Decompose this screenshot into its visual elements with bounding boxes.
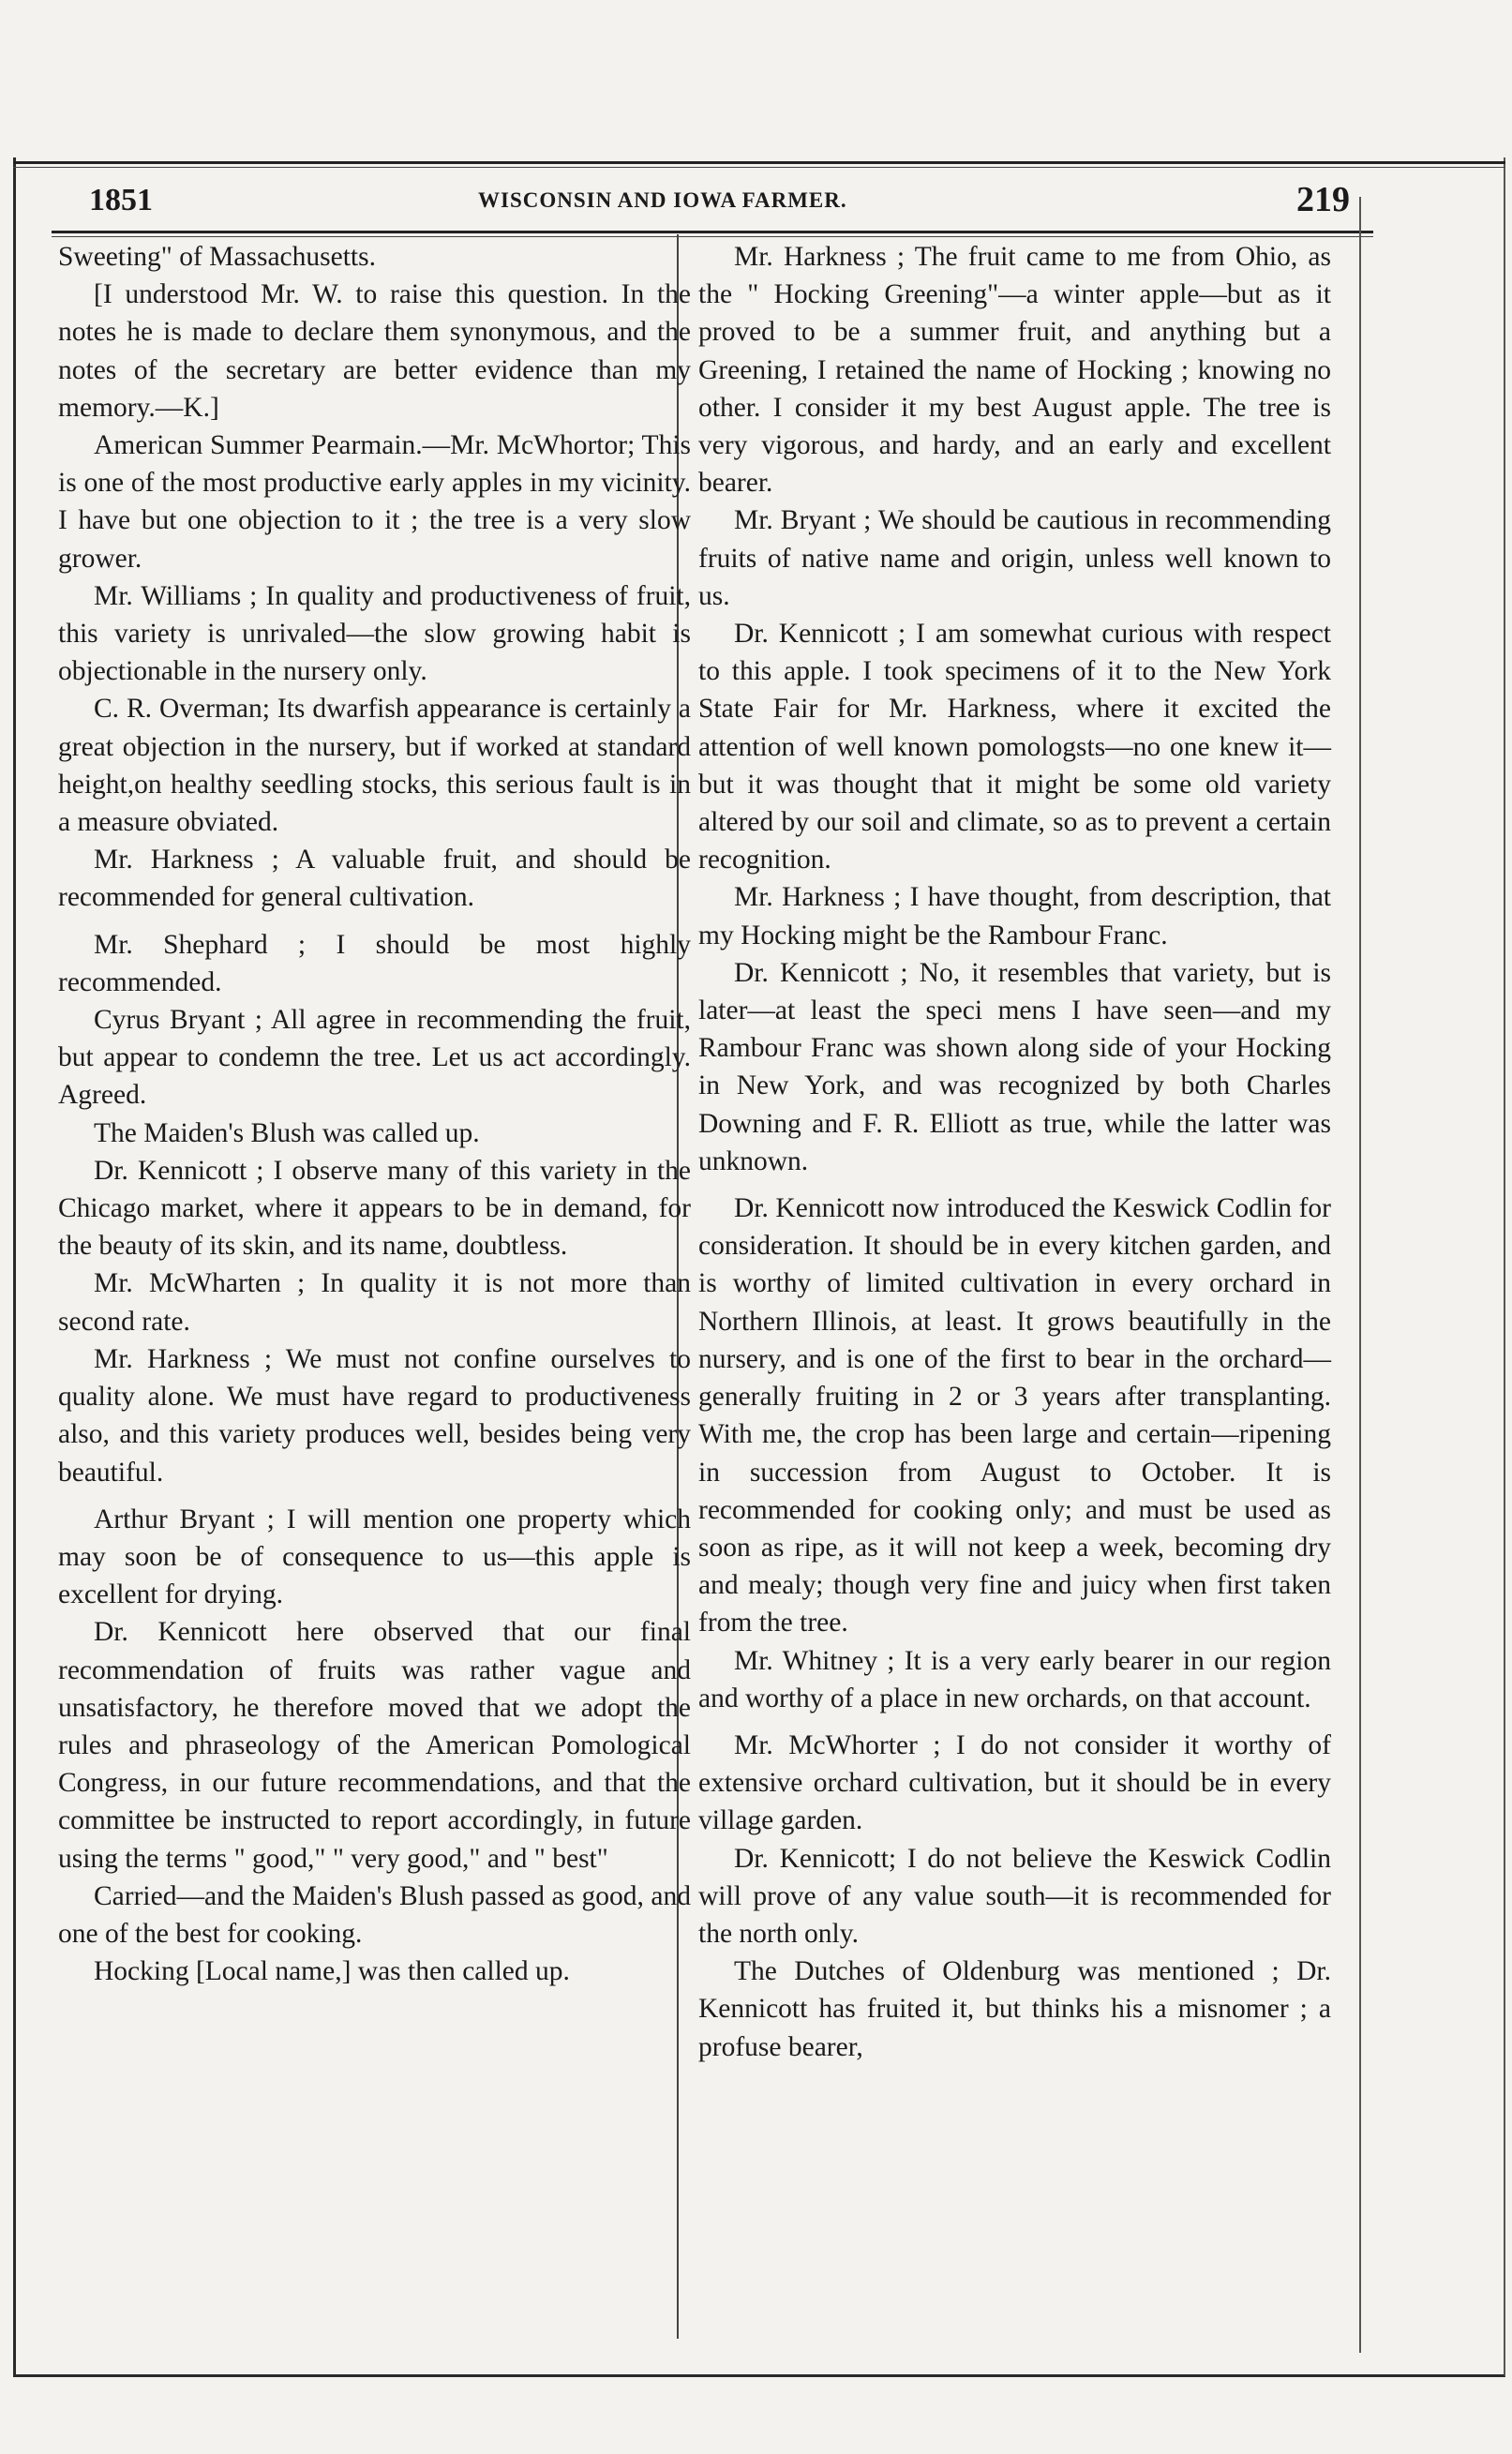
paragraph: Mr. Bryant ; We should be cautious in recommending fruits of native name and origin, unless well known to us. [698, 505, 1331, 611]
paragraph: Mr. Harkness ; I have thought, from description, that my Hocking might be the Rambour Franc. [698, 882, 1331, 950]
paragraph: Hocking [Local name,] was then called up. [94, 1956, 570, 1987]
page-header [89, 180, 1350, 220]
paragraph: Dr. Kennicott; I do not believe the Keswick Codlin will prove of any value south—it is recommended for the north only. [698, 1843, 1331, 1949]
header-rule [52, 231, 1373, 237]
paragraph: Cyrus Bryant ; All agree in recommending the fruit, but appear to condemn the tree. Let us act accordingly. Agreed. [58, 1005, 691, 1111]
paragraph: Sweeting" of Massachusetts. [58, 242, 376, 272]
paragraph: Mr. Williams ; In quality and productiveness of fruit, this variety is unrivaled—the slow growing habit is objectionable in the nursery only. [58, 580, 691, 687]
top-rule [13, 161, 1505, 168]
paragraph: Dr. Kennicott here observed that our final recommendation of fruits was rather vague and unsatisfactory, he therefore moved that we adopt the rules and phraseology of the American Pomological Congress, in our future recommendations, and that the committee be instructed to report accordingly, in future using the terms " good," " very good," and " best" [58, 1617, 691, 1874]
page-fold-line [1359, 197, 1361, 2353]
paragraph: Carried—and the Maiden's Blush passed as good, and one of the best for cooking. [58, 1880, 691, 1949]
paragraph: American Summer Pearmain.—Mr. McWhortor; This is one of the most productive early apples in my vicinity. I have but one objection to it ; the tree is a very slow grower. [58, 430, 691, 574]
paragraph: Mr. Whitney ; It is a very early bearer in our region and worthy of a place in new orchards, on that account. [698, 1645, 1331, 1713]
paragraph: [I understood Mr. W. to raise this question. In the notes he is made to declare them synonymous, and the notes of the secretary are better evidence than my memory.—K.] [58, 279, 691, 423]
paragraph: The Maiden's Blush was called up. [94, 1117, 480, 1148]
header-page-number: 219 [1296, 180, 1350, 219]
paragraph: Mr. McWhorter ; I do not consider it worthy of extensive orchard cultivation, but it should be in every village garden. [698, 1729, 1331, 1836]
header-year: 1851 [89, 183, 153, 217]
header-journal-title: WISCONSIN AND IOWA FARMER. [478, 188, 847, 212]
paragraph: Dr. Kennicott ; I am somewhat curious with respect to this apple. I took specimens of it to the New York State Fair for Mr. Harkness, where it excited the attention of well known pomologsts—no one knew it—but it was thought that it might be some old variety altered by our soil and climate, so as to prevent a certain recognition. [698, 619, 1331, 875]
paragraph: C. R. Overman; Its dwarfish appearance is certainly a great objection in the nursery, but if worked at standard height,on healthy seedling stocks, this serious fault is in a measure obviated. [58, 694, 691, 838]
paragraph: Mr. McWharten ; In quality it is not more than second rate. [58, 1268, 691, 1337]
paragraph: Dr. Kennicott ; I observe many of this variety in the Chicago market, where it appears to be in demand, for the beauty of its skin, and its name, doubtless. [58, 1155, 691, 1262]
paragraph: Dr. Kennicott ; No, it resembles that variety, but is later—at least the speci mens I have seen—and my Rambour Franc was shown along side of your Hocking in New York, and was recognized by both Charles Downing and F. R. Elliott as true, while the latter was unknown. [698, 957, 1331, 1176]
paragraph: Mr. Harkness ; The fruit came to me from Ohio, as the " Hocking Greening"—a winter apple—but as it proved to be a summer fruit, and anything but a Greening, I retained the name of Hocking ; knowing no other. I consider it my best August apple. The tree is very vigorous, and hardy, and an early and excellent bearer. [698, 242, 1331, 499]
paragraph: Arthur Bryant ; I will mention one property which may soon be of consequence to us—this apple is excellent for drying. [58, 1504, 691, 1610]
paragraph: The Dutches of Oldenburg was mentioned ; Dr. Kennicott has fruited it, but thinks his a misnomer ; a profuse bearer, [698, 1956, 1331, 2062]
paragraph: Mr. Shephard ; I should be most highly recommended. [58, 929, 691, 997]
right-column [698, 238, 1331, 2066]
paragraph: Dr. Kennicott now introduced the Keswick Codlin for consideration. It should be in every kitchen garden, and is worthy of limited cultivation in every orchard in Northern Illinois, at least. It grows beautifully in the nursery, and is one of the first to bear in the orchard—generally fruiting in 2 or 3 years after transplanting. With me, the crop has been large and certain—ripening in succession from August to October. It is recommended for cooking only; and must be used as soon as ripe, as it will not keep a week, becoming dry and mealy; though very fine and juicy when first taken from the tree. [698, 1193, 1331, 1638]
paragraph: Mr. Harkness ; We must not confine ourselves to quality alone. We must have regard to productiveness also, and this variety produces well, besides being very beautiful. [58, 1343, 691, 1488]
left-column [58, 238, 691, 1990]
paragraph: Mr. Harkness ; A valuable fruit, and should be recommended for general cultivation. [58, 845, 691, 913]
